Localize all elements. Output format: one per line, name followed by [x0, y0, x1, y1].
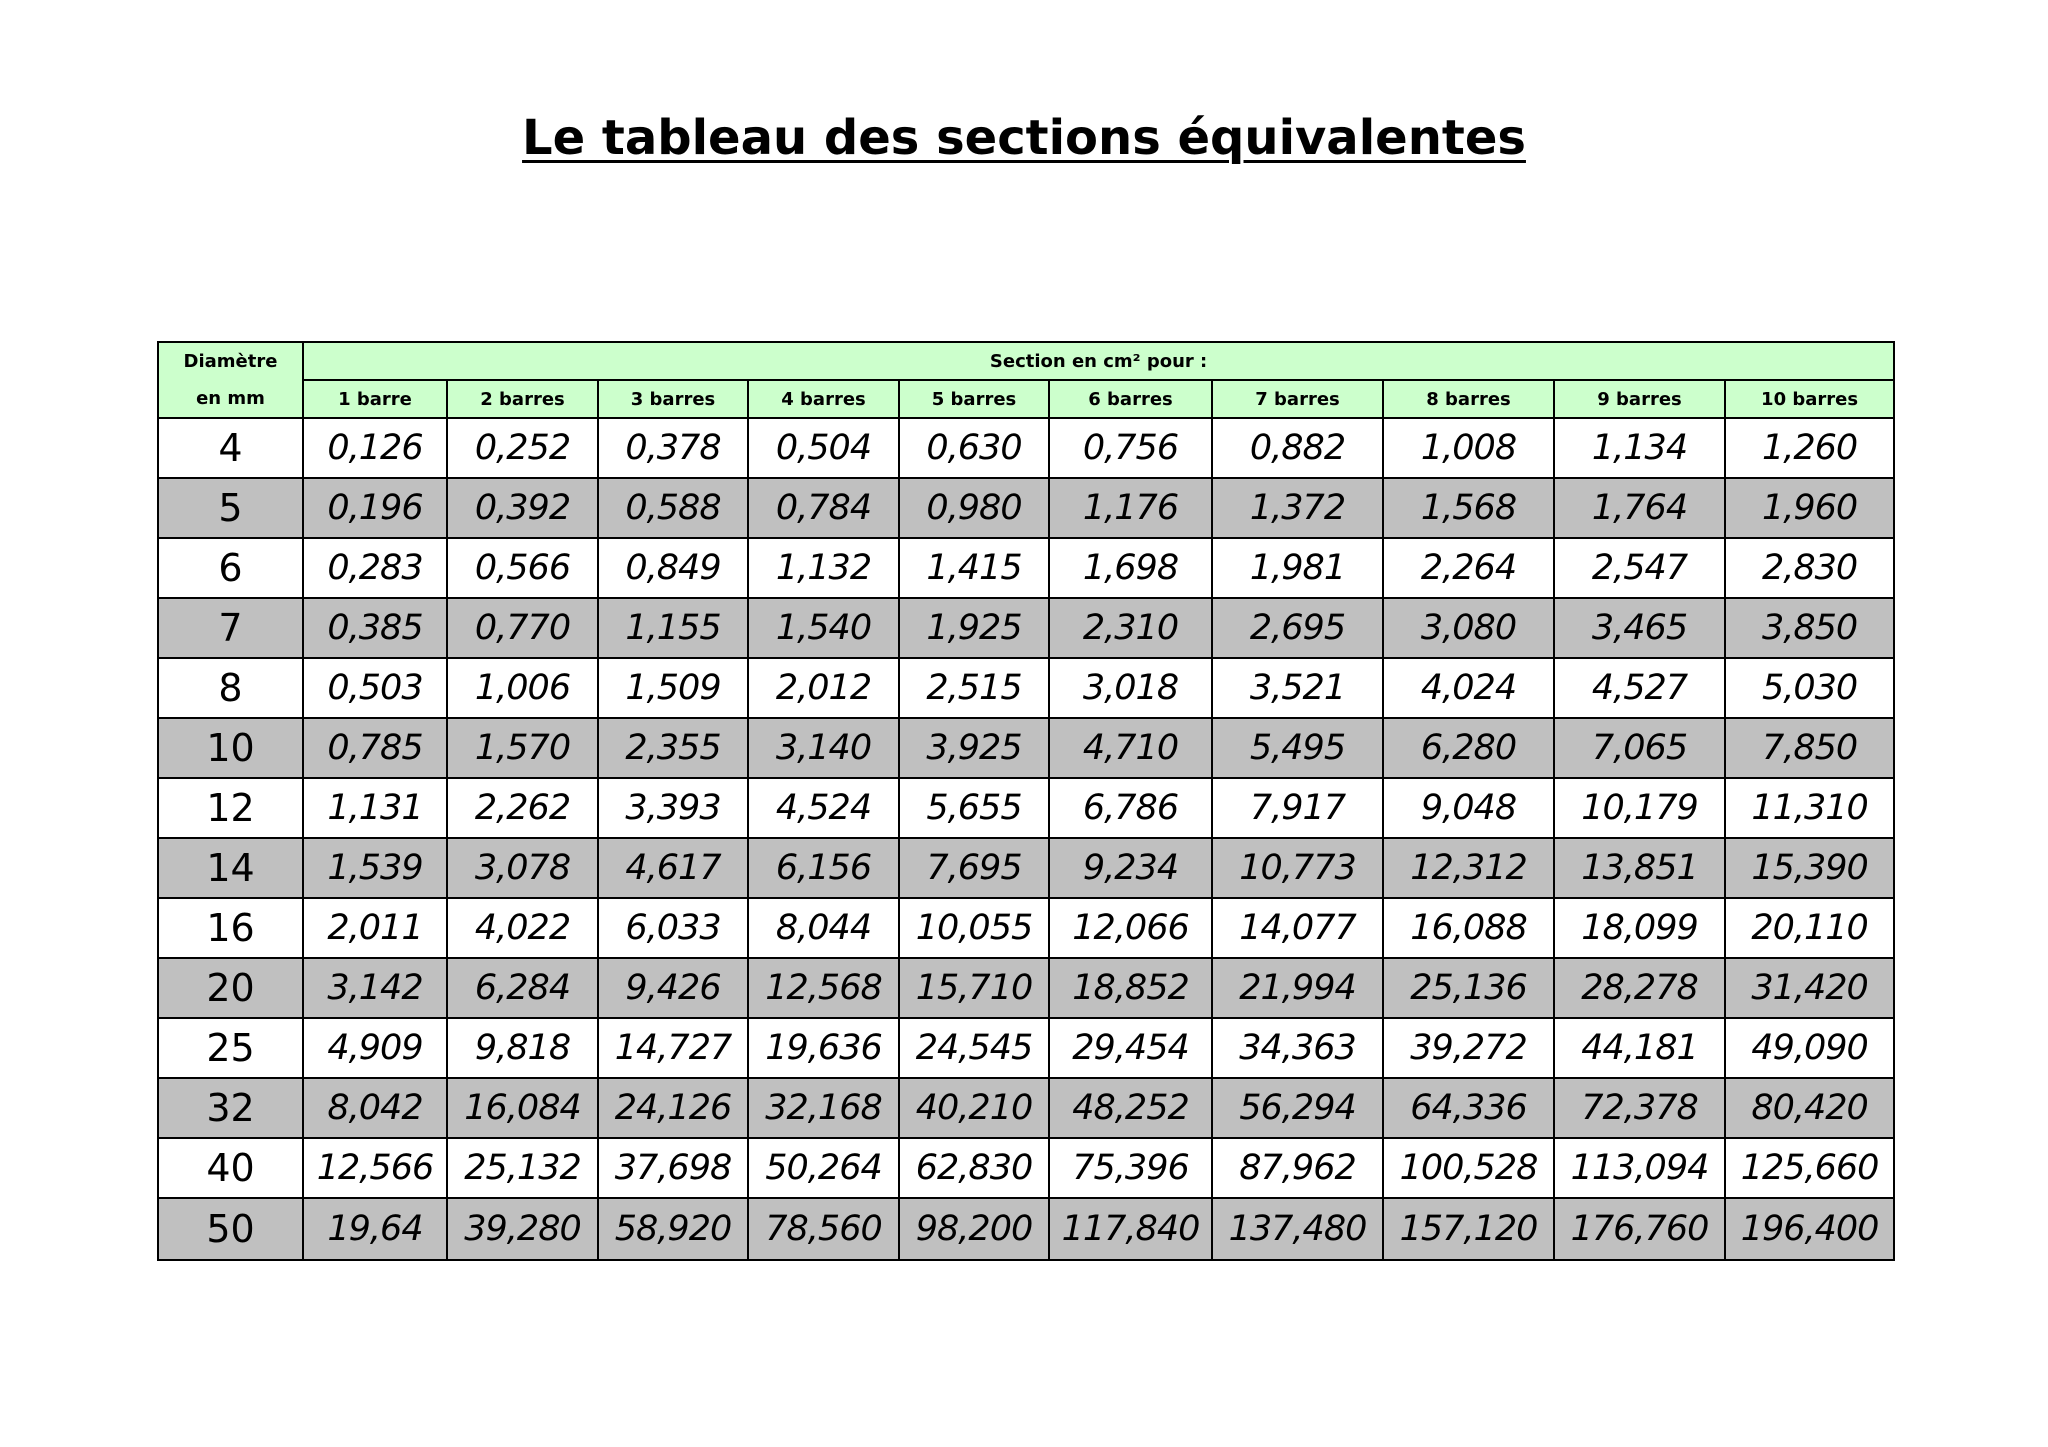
section-value-cell: 72,378: [1554, 1078, 1725, 1138]
section-value-cell: 98,200: [899, 1198, 1049, 1260]
section-value-cell: 37,698: [598, 1138, 748, 1198]
section-value-cell: 58,920: [598, 1198, 748, 1260]
section-value-cell: 4,909: [303, 1018, 447, 1078]
column-header: 1 barre: [303, 380, 447, 418]
section-value-cell: 0,385: [303, 598, 447, 658]
section-value-cell: 117,840: [1049, 1198, 1212, 1260]
section-value-cell: 196,400: [1725, 1198, 1894, 1260]
section-value-cell: 39,280: [447, 1198, 598, 1260]
diameter-cell: 5: [158, 478, 303, 538]
section-value-cell: 75,396: [1049, 1138, 1212, 1198]
section-value-cell: 39,272: [1383, 1018, 1554, 1078]
section-value-cell: 0,378: [598, 418, 748, 478]
table-row: [158, 838, 1894, 898]
section-value-cell: 4,524: [748, 778, 899, 838]
section-value-cell: 0,196: [303, 478, 447, 538]
section-value-cell: 14,727: [598, 1018, 748, 1078]
section-value-cell: 10,773: [1212, 838, 1383, 898]
section-value-cell: 1,155: [598, 598, 748, 658]
section-value-cell: 12,066: [1049, 898, 1212, 958]
section-value-cell: 1,764: [1554, 478, 1725, 538]
section-value-cell: 16,088: [1383, 898, 1554, 958]
section-value-cell: 1,008: [1383, 418, 1554, 478]
page-title: [0, 108, 2048, 168]
table-row: [158, 598, 1894, 658]
section-value-cell: 2,515: [899, 658, 1049, 718]
section-value-cell: 0,756: [1049, 418, 1212, 478]
section-value-cell: 125,660: [1725, 1138, 1894, 1198]
section-value-cell: 3,018: [1049, 658, 1212, 718]
section-value-cell: 8,044: [748, 898, 899, 958]
section-value-cell: 1,260: [1725, 418, 1894, 478]
section-value-cell: 9,048: [1383, 778, 1554, 838]
section-value-cell: 40,210: [899, 1078, 1049, 1138]
section-value-cell: 1,981: [1212, 538, 1383, 598]
diameter-cell: 8: [158, 658, 303, 718]
diameter-cell: 50: [158, 1198, 303, 1260]
section-value-cell: 5,030: [1725, 658, 1894, 718]
section-value-cell: 7,695: [899, 838, 1049, 898]
section-value-cell: 2,547: [1554, 538, 1725, 598]
section-value-cell: 12,568: [748, 958, 899, 1018]
section-value-cell: 50,264: [748, 1138, 899, 1198]
page-title-text: Le tableau des sections équivalentes: [522, 110, 1526, 166]
section-value-cell: 1,132: [748, 538, 899, 598]
section-value-cell: 24,126: [598, 1078, 748, 1138]
section-value-cell: 14,077: [1212, 898, 1383, 958]
diameter-cell: 12: [158, 778, 303, 838]
table-row: [158, 538, 1894, 598]
section-value-cell: 49,090: [1725, 1018, 1894, 1078]
table-row: [158, 718, 1894, 778]
column-header: 7 barres: [1212, 380, 1383, 418]
section-value-cell: 64,336: [1383, 1078, 1554, 1138]
section-value-cell: 100,528: [1383, 1138, 1554, 1198]
section-value-cell: 87,962: [1212, 1138, 1383, 1198]
section-value-cell: 3,925: [899, 718, 1049, 778]
diameter-cell: 32: [158, 1078, 303, 1138]
section-value-cell: 18,852: [1049, 958, 1212, 1018]
section-value-cell: 24,545: [899, 1018, 1049, 1078]
section-value-cell: 5,655: [899, 778, 1049, 838]
section-value-cell: 0,770: [447, 598, 598, 658]
section-value-cell: 15,710: [899, 958, 1049, 1018]
section-value-cell: 0,392: [447, 478, 598, 538]
section-value-cell: 176,760: [1554, 1198, 1725, 1260]
section-value-cell: 1,540: [748, 598, 899, 658]
table-row: [158, 898, 1894, 958]
table-row: [158, 1018, 1894, 1078]
section-value-cell: 20,110: [1725, 898, 1894, 958]
section-value-cell: 2,695: [1212, 598, 1383, 658]
section-value-cell: 13,851: [1554, 838, 1725, 898]
section-value-cell: 1,131: [303, 778, 447, 838]
diameter-cell: 14: [158, 838, 303, 898]
section-value-cell: 3,080: [1383, 598, 1554, 658]
section-value-cell: 4,617: [598, 838, 748, 898]
section-value-cell: 3,078: [447, 838, 598, 898]
section-value-cell: 3,850: [1725, 598, 1894, 658]
section-value-cell: 10,179: [1554, 778, 1725, 838]
section-value-cell: 3,142: [303, 958, 447, 1018]
table-row: [158, 1198, 1894, 1260]
section-value-cell: 9,426: [598, 958, 748, 1018]
section-value-cell: 1,134: [1554, 418, 1725, 478]
section-value-cell: 1,176: [1049, 478, 1212, 538]
diameter-cell: 40: [158, 1138, 303, 1198]
diameter-cell: 25: [158, 1018, 303, 1078]
section-value-cell: 1,372: [1212, 478, 1383, 538]
section-value-cell: 1,960: [1725, 478, 1894, 538]
section-value-cell: 34,363: [1212, 1018, 1383, 1078]
section-value-cell: 0,882: [1212, 418, 1383, 478]
section-value-cell: 0,980: [899, 478, 1049, 538]
section-value-cell: 19,636: [748, 1018, 899, 1078]
section-value-cell: 7,917: [1212, 778, 1383, 838]
section-value-cell: 1,570: [447, 718, 598, 778]
section-value-cell: 25,132: [447, 1138, 598, 1198]
table-body: [158, 418, 1894, 1260]
section-value-cell: 1,415: [899, 538, 1049, 598]
section-value-cell: 44,181: [1554, 1018, 1725, 1078]
section-value-cell: 25,136: [1383, 958, 1554, 1018]
section-header: Section en cm² pour :: [303, 342, 1894, 380]
section-value-cell: 48,252: [1049, 1078, 1212, 1138]
header-row-top: [158, 342, 1894, 380]
section-value-cell: 9,818: [447, 1018, 598, 1078]
section-value-cell: 7,065: [1554, 718, 1725, 778]
section-value-cell: 0,784: [748, 478, 899, 538]
section-value-cell: 3,140: [748, 718, 899, 778]
table-row: [158, 778, 1894, 838]
section-value-cell: 0,630: [899, 418, 1049, 478]
section-value-cell: 19,64: [303, 1198, 447, 1260]
section-value-cell: 4,710: [1049, 718, 1212, 778]
section-value-cell: 21,994: [1212, 958, 1383, 1018]
section-value-cell: 4,022: [447, 898, 598, 958]
section-value-cell: 62,830: [899, 1138, 1049, 1198]
section-value-cell: 0,126: [303, 418, 447, 478]
column-header: 3 barres: [598, 380, 748, 418]
table-row: [158, 658, 1894, 718]
section-value-cell: 31,420: [1725, 958, 1894, 1018]
section-value-cell: 16,084: [447, 1078, 598, 1138]
section-value-cell: 12,312: [1383, 838, 1554, 898]
section-value-cell: 2,355: [598, 718, 748, 778]
diameter-cell: 16: [158, 898, 303, 958]
diameter-cell: 20: [158, 958, 303, 1018]
column-header: 4 barres: [748, 380, 899, 418]
section-value-cell: 56,294: [1212, 1078, 1383, 1138]
table-row: [158, 1138, 1894, 1198]
section-value-cell: 11,310: [1725, 778, 1894, 838]
section-value-cell: 2,310: [1049, 598, 1212, 658]
section-value-cell: 8,042: [303, 1078, 447, 1138]
section-value-cell: 32,168: [748, 1078, 899, 1138]
section-value-cell: 0,588: [598, 478, 748, 538]
section-value-cell: 1,925: [899, 598, 1049, 658]
section-value-cell: 0,503: [303, 658, 447, 718]
section-value-cell: 10,055: [899, 898, 1049, 958]
section-value-cell: 3,465: [1554, 598, 1725, 658]
section-value-cell: 2,262: [447, 778, 598, 838]
section-value-cell: 0,566: [447, 538, 598, 598]
table-row: [158, 958, 1894, 1018]
diameter-unit-header: en mm: [158, 380, 303, 418]
section-value-cell: 78,560: [748, 1198, 899, 1260]
section-value-cell: 6,284: [447, 958, 598, 1018]
table-row: [158, 1078, 1894, 1138]
section-value-cell: 6,786: [1049, 778, 1212, 838]
section-value-cell: 6,033: [598, 898, 748, 958]
column-header: 2 barres: [447, 380, 598, 418]
table-row: [158, 418, 1894, 478]
section-value-cell: 6,280: [1383, 718, 1554, 778]
section-value-cell: 7,850: [1725, 718, 1894, 778]
section-value-cell: 80,420: [1725, 1078, 1894, 1138]
section-value-cell: 3,393: [598, 778, 748, 838]
column-header: 9 barres: [1554, 380, 1725, 418]
section-value-cell: 18,099: [1554, 898, 1725, 958]
diameter-header: Diamètre: [158, 342, 303, 380]
column-header: 6 barres: [1049, 380, 1212, 418]
section-value-cell: 0,283: [303, 538, 447, 598]
header-row-bottom: [158, 380, 1894, 418]
section-value-cell: 0,785: [303, 718, 447, 778]
section-value-cell: 5,495: [1212, 718, 1383, 778]
diameter-cell: 4: [158, 418, 303, 478]
section-value-cell: 2,264: [1383, 538, 1554, 598]
diameter-cell: 10: [158, 718, 303, 778]
column-header: 8 barres: [1383, 380, 1554, 418]
section-value-cell: 0,504: [748, 418, 899, 478]
section-value-cell: 15,390: [1725, 838, 1894, 898]
section-value-cell: 0,252: [447, 418, 598, 478]
table-row: [158, 478, 1894, 538]
section-value-cell: 0,849: [598, 538, 748, 598]
sections-table: [157, 341, 1895, 1261]
diameter-cell: 6: [158, 538, 303, 598]
section-value-cell: 1,509: [598, 658, 748, 718]
section-value-cell: 2,830: [1725, 538, 1894, 598]
section-value-cell: 28,278: [1554, 958, 1725, 1018]
section-value-cell: 29,454: [1049, 1018, 1212, 1078]
section-value-cell: 1,568: [1383, 478, 1554, 538]
diameter-cell: 7: [158, 598, 303, 658]
section-value-cell: 1,539: [303, 838, 447, 898]
section-value-cell: 4,024: [1383, 658, 1554, 718]
section-value-cell: 113,094: [1554, 1138, 1725, 1198]
section-value-cell: 2,011: [303, 898, 447, 958]
section-value-cell: 3,521: [1212, 658, 1383, 718]
section-value-cell: 157,120: [1383, 1198, 1554, 1260]
column-header: 5 barres: [899, 380, 1049, 418]
section-value-cell: 1,006: [447, 658, 598, 718]
section-value-cell: 9,234: [1049, 838, 1212, 898]
section-value-cell: 2,012: [748, 658, 899, 718]
section-value-cell: 137,480: [1212, 1198, 1383, 1260]
column-header: 10 barres: [1725, 380, 1894, 418]
section-value-cell: 6,156: [748, 838, 899, 898]
section-value-cell: 12,566: [303, 1138, 447, 1198]
section-value-cell: 4,527: [1554, 658, 1725, 718]
section-value-cell: 1,698: [1049, 538, 1212, 598]
